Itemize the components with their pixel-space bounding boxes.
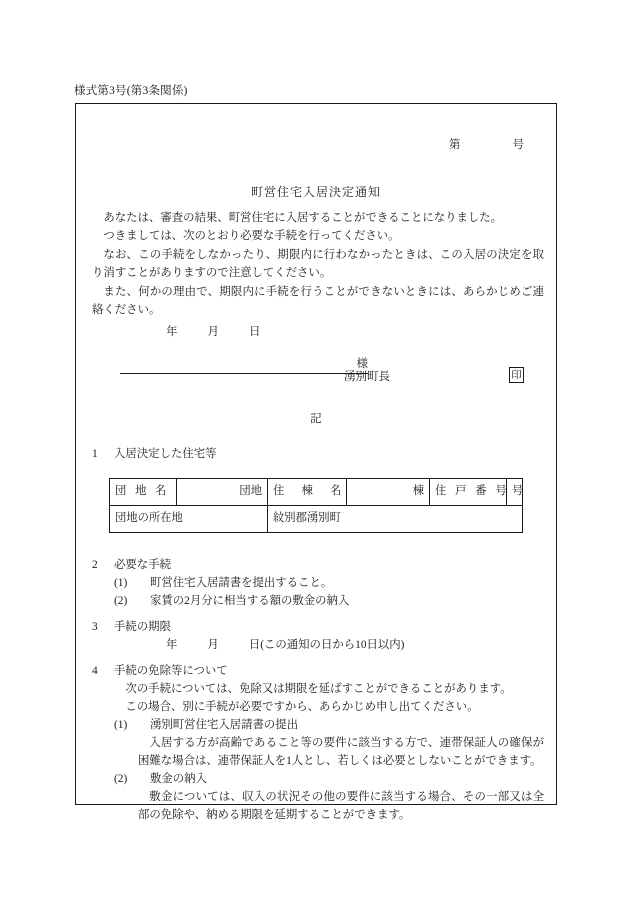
addressee-line	[120, 354, 368, 374]
body-paragraphs	[92, 209, 544, 320]
cell-unit-number-label: 住 戸 番 号	[430, 479, 507, 506]
section-2-item-2-text: 家賃の2月分に相当する額の敷金の納入	[150, 595, 350, 608]
ki-marker: 記	[310, 413, 322, 425]
table-row	[110, 479, 523, 506]
section-2	[92, 556, 544, 610]
section-4-item-1-label: (1)	[114, 719, 128, 732]
section-2-title: 必要な手続	[114, 559, 171, 571]
cell-unit-number-value[interactable]: 号	[507, 479, 523, 506]
cell-building-name-value[interactable]: 棟	[347, 479, 430, 506]
body-paragraph: つきましては、次のとおり必要な手続を行ってください。	[103, 230, 400, 243]
section-4-item-1-detail: 入居する方が高齢であること等の要件に該当する方で、連帯保証人の確保が困難な場合は、連帯保証人を1人とし、若しくは必要としないことができます。	[138, 737, 544, 768]
section-4-item-1	[114, 716, 544, 734]
date-year-label: 年	[166, 326, 178, 338]
section-4-item-2	[114, 770, 544, 788]
section-4-heading	[92, 662, 544, 680]
body-paragraph: あなたは、審査の結果、町営住宅に入居することができることになりました。	[103, 212, 503, 224]
section-4	[92, 662, 544, 824]
table-row	[110, 506, 523, 533]
cell-building-name-label: 住 棟 名	[268, 479, 347, 506]
section-2-heading	[92, 556, 544, 574]
document-title: 町営住宅入居決定通知	[250, 185, 381, 199]
form-number-caption: 様式第3号(第3条関係)	[74, 85, 188, 97]
section-3-heading	[92, 618, 544, 636]
body-paragraph: なお、この手続をしなかったり、期限内に行わなかったときは、この入居の決定を取り消すことがありますので注意してください。	[92, 248, 544, 280]
date-day-label: 日	[249, 326, 261, 338]
cell-estate-address-label: 団地の所在地	[110, 506, 268, 533]
addressee-honorific: 様	[356, 358, 368, 370]
date-month-label: 月	[207, 326, 219, 338]
document-number-suffix: 号	[512, 139, 524, 151]
notice-box	[75, 103, 557, 822]
deadline-day-label: 日(この通知の日から10日以内)	[248, 639, 405, 652]
section-4-intro-2: この場合、別に手続が必要ですから、あらかじめ申し出てください。	[125, 701, 479, 714]
document-number-line	[449, 137, 524, 155]
section-4-item-2-detail: 敷金については、収入の状況その他の要件に該当する場合、その一部又は全部の免除や、納める期限を延期することができます。	[138, 791, 544, 822]
section-4-title: 手続の免除等について	[114, 665, 228, 677]
section-1-heading	[92, 445, 544, 463]
issuer-name: 湧別町長	[344, 371, 390, 383]
section-4-intro-1: 次の手続については、免除又は期限を延ばすことができることがあります。	[125, 683, 512, 696]
issue-date-line	[166, 324, 261, 342]
section-1-number: 1	[92, 448, 98, 460]
section-4-item-1-text: 湧別町営住宅入居請書の提出	[150, 719, 299, 732]
section-2-item-2-label: (2)	[114, 595, 128, 608]
deadline-year-label: 年	[166, 639, 178, 652]
section-4-item-2-label: (2)	[114, 773, 128, 786]
section-2-item-2	[114, 592, 544, 610]
deadline-month-label: 月	[207, 639, 219, 652]
section-4-item-2-text: 敷金の納入	[150, 773, 207, 786]
section-2-item-1-label: (1)	[114, 577, 128, 590]
cell-estate-address-value[interactable]: 紋別郡湧別町	[268, 506, 523, 533]
section-2-number: 2	[92, 559, 98, 571]
section-4-number: 4	[92, 665, 98, 677]
section-2-item-1	[114, 574, 544, 592]
seal-stamp-icon: 印	[509, 367, 524, 383]
section-1-title: 入居決定した住宅等	[114, 448, 217, 460]
section-3-deadline-line	[166, 636, 544, 654]
document-number-prefix: 第	[449, 139, 461, 151]
cell-estate-name-value[interactable]: 団地	[177, 479, 268, 506]
section-1	[92, 445, 544, 463]
section-2-item-1-text: 町営住宅入居請書を提出すること。	[150, 577, 333, 590]
section-3-number: 3	[92, 621, 98, 633]
dwelling-table	[109, 478, 523, 533]
notice-inner	[76, 104, 556, 822]
cell-estate-name-label: 団 地 名	[110, 479, 177, 506]
section-3-title: 手続の期限	[114, 621, 171, 633]
body-paragraph: また、何かの理由で、期限内に手続を行うことができないときには、あらかじめご連絡ください。	[92, 285, 544, 317]
section-3	[92, 618, 544, 654]
